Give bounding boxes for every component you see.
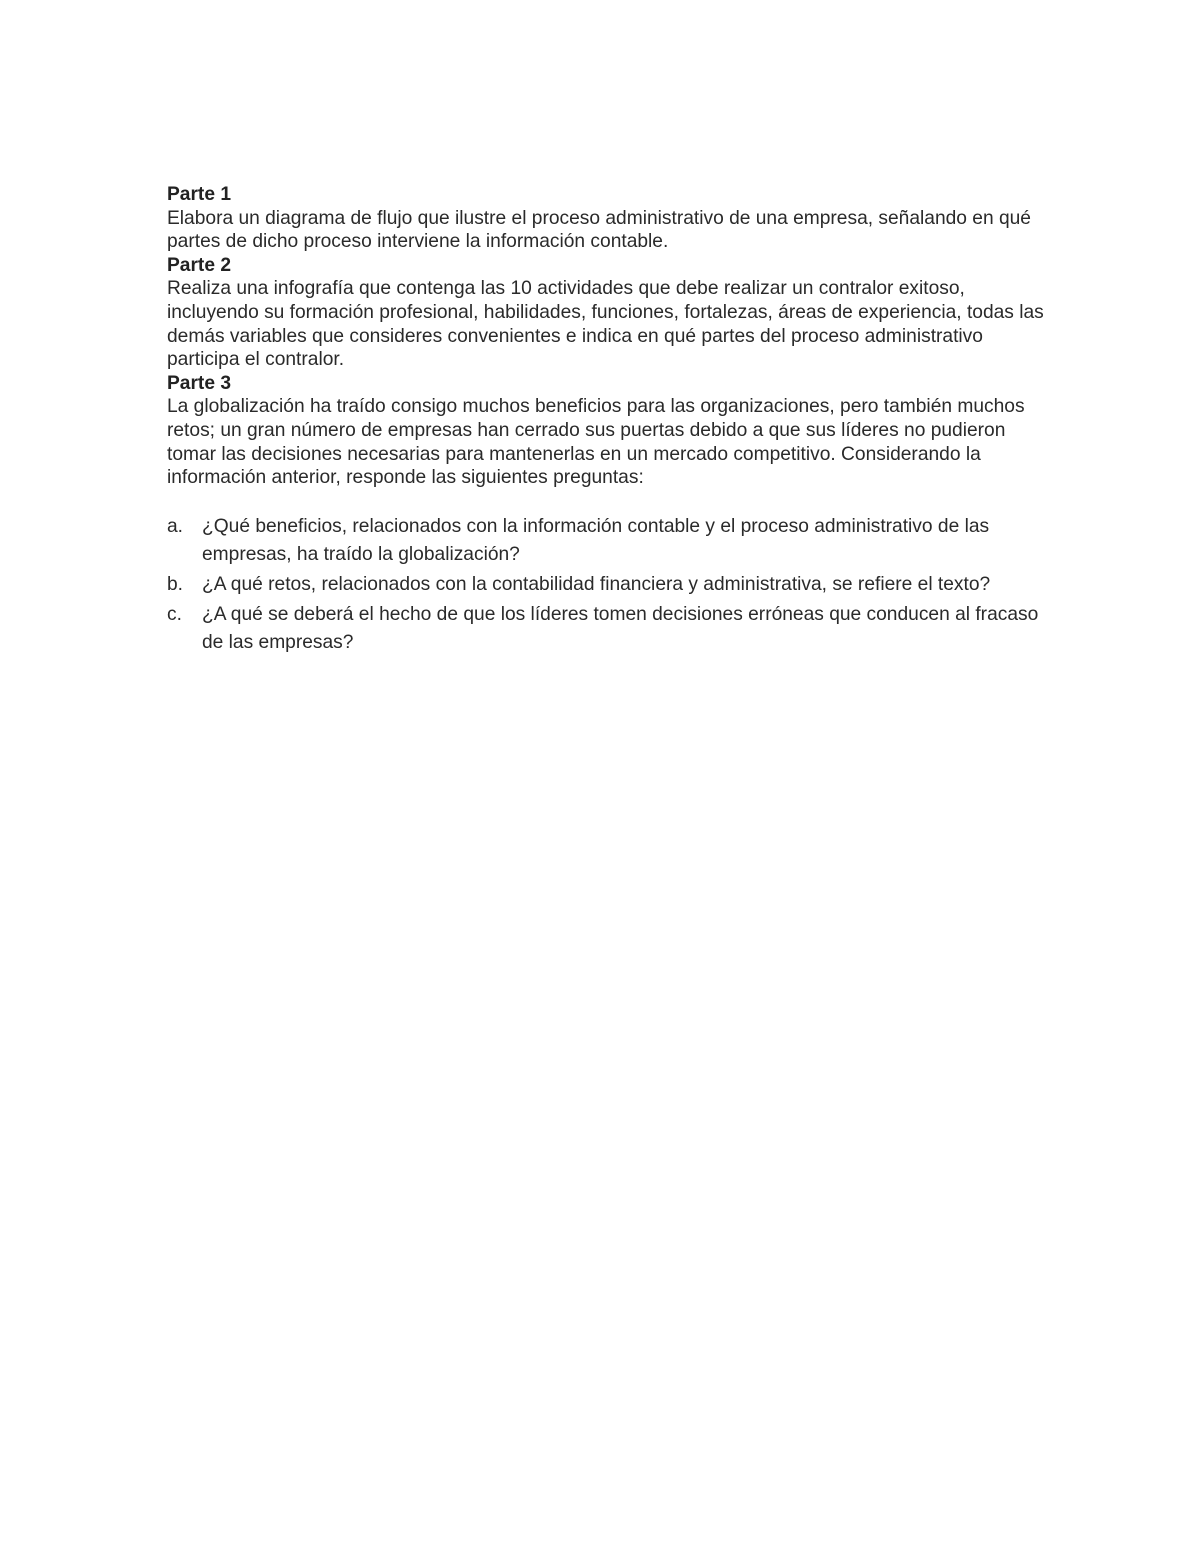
question-marker: a. [167, 515, 184, 537]
question-marker: b. [167, 573, 184, 595]
parte-2-heading: Parte 2 [167, 254, 231, 276]
parte-2-text: Realiza una infografía que contenga las 10 actividades que debe realizar un contralor exitoso, incluyendo su formación profesional, habilidades, funciones, fortalezas, áreas de experiencia, todas las demás variables que consideres convenientes e indica en qué partes del proceso administrativo participa el contralor. [167, 278, 1044, 371]
question-marker: c. [167, 603, 182, 625]
parte-3-text: La globalización ha traído consigo muchos beneficios para las organizaciones, pero también muchos retos; un gran número de empresas han cerrado sus puertas debido a que sus líderes no pudieron tomar las decisiones necesarias para mantenerlas en un mercado competitivo. Considerando la información anterior, responde las siguientes preguntas: [167, 396, 1025, 489]
question-text: ¿Qué beneficios, relacionados con la información contable y el proceso administrativo de las empresas, ha traído la globalización? [202, 515, 990, 566]
parte-3-heading: Parte 3 [167, 372, 231, 394]
question-text: ¿A qué retos, relacionados con la contabilidad financiera y administrativa, se refiere el texto? [202, 573, 991, 595]
question-list [167, 513, 1047, 658]
document-body [167, 183, 1047, 659]
question-item-a [167, 513, 1047, 570]
question-item-c [167, 601, 1047, 658]
parte-1-heading: Parte 1 [167, 184, 231, 205]
question-text: ¿A qué se deberá el hecho de que los líderes tomen decisiones erróneas que conducen al fracaso de las empresas? [202, 603, 1039, 654]
parte-1-text: Elabora un diagrama de flujo que ilustre el proceso administrativo de una empresa, señalando en qué partes de dicho proceso interviene la información contable. [167, 207, 1031, 253]
question-item-b [167, 571, 1047, 600]
